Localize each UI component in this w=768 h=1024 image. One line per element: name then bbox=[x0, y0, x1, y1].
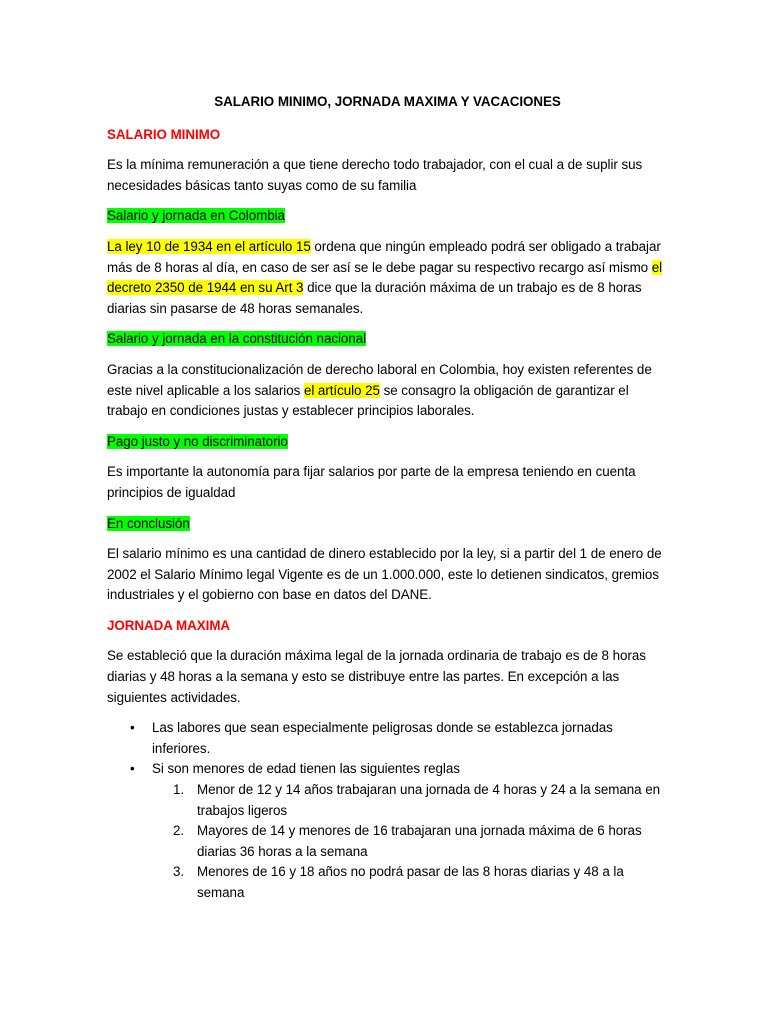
conclusion-paragraph: El salario mínimo es una cantidad de dinero establecido por la ley, si a partir del 1 de enero de 2002 el Salario Mínimo legal Vigente es de un 1.000.000, este lo detienen sindicatos, gremios industriales y el gobierno con base en datos del DANE. bbox=[107, 546, 662, 603]
highlight-decreto-2350: el decreto 2350 de 1944 en su Art 3 bbox=[107, 259, 663, 296]
subheading-colombia: Salario y jornada en Colombia bbox=[107, 208, 285, 224]
colombia-text-1: ordena que ningún empleado podrá ser obligado a trabajar más de 8 horas al día, en caso de ser así se le debe pagar su respectivo recargo así mismo bbox=[107, 238, 661, 275]
list-number: 2. bbox=[173, 823, 185, 839]
subheading-constitucion: Salario y jornada en la constitución nacional bbox=[107, 331, 367, 347]
jornada-maxima-intro: Se estableció que la duración máxima legal de la jornada ordinaria de trabajo es de 8 horas diarias y 48 horas a la semana y esto se distribuye entre las partes. En excepción a las siguientes actividades. bbox=[107, 648, 646, 705]
list-item bbox=[107, 821, 668, 862]
list-item-text: Menores de 16 y 18 años no podrá pasar de las 8 horas diarias y 48 a la semana bbox=[197, 864, 624, 900]
subheading-pago-justo: Pago justo y no discriminatorio bbox=[107, 433, 288, 449]
subheading-constitucion-wrapper bbox=[107, 329, 668, 350]
exceptions-list bbox=[107, 718, 668, 903]
bullet-icon: • bbox=[130, 720, 135, 736]
list-item bbox=[107, 759, 668, 903]
bullet-icon: • bbox=[130, 761, 135, 777]
list-item bbox=[107, 780, 668, 821]
section-heading-jornada-maxima: JORNADA MAXIMA bbox=[107, 617, 231, 633]
document-title: SALARIO MINIMO, JORNADA MAXIMA Y VACACIONES bbox=[214, 94, 561, 109]
list-item-text: Si son menores de edad tienen las siguientes reglas bbox=[152, 761, 460, 777]
subheading-pago-justo-wrapper bbox=[107, 432, 668, 453]
highlight-ley-10: La ley 10 de 1934 en el artículo 15 bbox=[107, 238, 311, 254]
subheading-conclusion: En conclusión bbox=[107, 515, 190, 531]
subheading-colombia-wrapper bbox=[107, 206, 668, 227]
list-item bbox=[107, 862, 668, 903]
list-item-text: Las labores que sean especialmente peligrosas donde se establezca jornadas inferiores. bbox=[152, 720, 613, 756]
list-item bbox=[107, 718, 668, 759]
constitucion-text-1: Gracias a la constitucionalización de derecho laboral en Colombia, hoy existen referentes de este nivel aplicable a los salarios bbox=[107, 361, 652, 398]
list-item-text: Menor de 12 y 14 años trabajaran una jornada de 4 horas y 24 a la semana en trabajos ligeros bbox=[197, 782, 661, 818]
colombia-text-2: dice que la duración máxima de un trabajo es de 8 horas diarias sin pasarse de 48 horas semanales. bbox=[107, 280, 642, 316]
minors-rules-list bbox=[107, 780, 668, 904]
list-item-text: Mayores de 14 y menores de 16 trabajaran una jornada máxima de 6 horas diarias 36 horas a la semana bbox=[197, 823, 642, 859]
constitucion-paragraph bbox=[107, 360, 668, 422]
constitucion-text-2: se consagro la obligación de garantizar el trabajo en condiciones justas y establecer principios laborales. bbox=[107, 382, 629, 419]
list-number: 3. bbox=[173, 864, 185, 880]
pago-justo-paragraph: Es importante la autonomía para fijar salarios por parte de la empresa teniendo en cuenta principios de igualdad bbox=[107, 464, 636, 500]
subheading-conclusion-wrapper bbox=[107, 514, 668, 535]
salario-minimo-intro: Es la mínima remuneración a que tiene derecho todo trabajador, con el cual a de suplir sus necesidades básicas tanto suyas como de su familia bbox=[107, 157, 643, 193]
highlight-articulo-25: el artículo 25 bbox=[303, 382, 380, 398]
section-heading-salario-minimo: SALARIO MINIMO bbox=[107, 126, 221, 142]
list-number: 1. bbox=[173, 782, 185, 798]
colombia-paragraph bbox=[107, 237, 668, 319]
